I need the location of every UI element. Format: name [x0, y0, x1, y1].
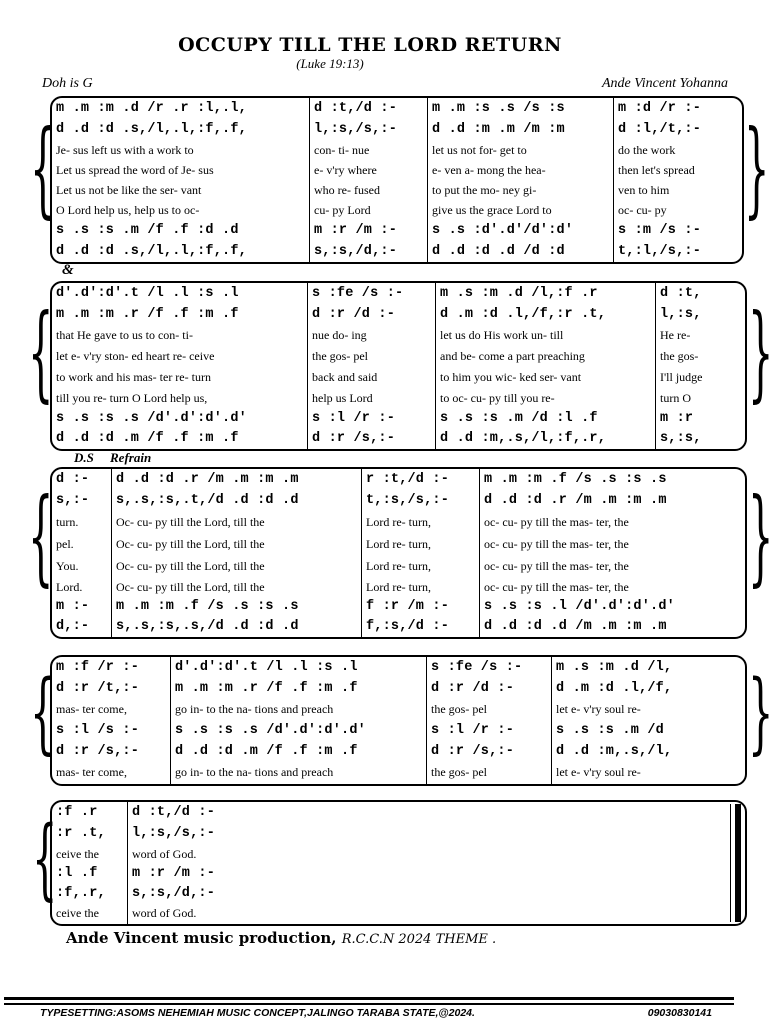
left-brace: { — [32, 809, 58, 911]
score-system-5 — [50, 800, 747, 926]
tenor-line: s :l /r :- — [431, 723, 515, 738]
lyric-verse-4: till you re- turn O Lord help us, — [56, 391, 208, 405]
measure — [171, 657, 427, 784]
alto-line: l,:s, — [660, 307, 702, 322]
segno-sign: & — [62, 262, 74, 278]
bass-line: f,:s,/d :- — [366, 619, 450, 634]
lyric-verse-1: Lord re- turn, — [366, 515, 431, 529]
score-system-2 — [50, 281, 747, 451]
footer-rule-thin — [4, 1003, 734, 1005]
composer-name: Ande Vincent Yohanna — [602, 76, 728, 91]
soprano-line: m .s :m .d /l,:f .r — [440, 286, 598, 301]
soprano-line: d'.d':d'.t /l .l :s .l — [175, 660, 358, 675]
tenor-line: m :r /m :- — [314, 223, 398, 238]
tenor-line: s .s :s .s /d'.d':d'.d' — [175, 723, 366, 738]
theme-label: R.C.C.N 2024 THEME . — [341, 932, 497, 947]
measure — [308, 283, 436, 449]
tenor-line: m :r /m :- — [132, 866, 216, 881]
lyric-line: ceive the — [56, 847, 99, 861]
lyric-verse-3: ven to him — [618, 183, 670, 197]
final-barline-thin — [730, 804, 732, 922]
lyric-verse-4: Lord re- turn, — [366, 580, 431, 594]
alto-line: d :r /t,:- — [56, 681, 140, 696]
lyric-verse-1: that He gave to us to con- ti- — [56, 328, 193, 342]
tenor-line: s .s :s .l /d'.d':d'.d' — [484, 599, 675, 614]
soprano-line: s :fe /s :- — [312, 286, 404, 301]
tenor-line: s :l /s :- — [56, 723, 140, 738]
lyric-verse-2: e- v'ry where — [314, 163, 377, 177]
bass-line: d .d :m,.s,/l, — [556, 744, 673, 759]
typesetting-credit: TYPESETTING:ASOMS NEHEMIAH MUSIC CONCEPT,JALINGO TARABA STATE,@2024. — [40, 1007, 475, 1019]
measure — [128, 802, 248, 924]
bass-line: s,:s,/d,:- — [314, 244, 398, 259]
lyric-verse-4: O Lord help us, help us to oc- — [56, 203, 200, 217]
right-brace: } — [744, 110, 770, 230]
tenor-line: s .s :s .m /d :l .f — [440, 411, 598, 426]
lyric-verse-2: and be- come a part preaching — [440, 349, 585, 363]
measure — [112, 469, 362, 637]
lyric-verse-3: I'll judge — [660, 370, 703, 384]
soprano-line: d :t,/d :- — [132, 805, 216, 820]
measure — [52, 802, 128, 924]
lyric-verse-1: He re- — [660, 328, 691, 342]
lyric-verse-3: back and said — [312, 370, 378, 384]
tenor-line: :l .f — [56, 866, 98, 881]
left-brace: { — [28, 294, 54, 414]
tenor-line: s .s :d'.d'/d':d' — [432, 223, 574, 238]
alto-line: m .m :m .r /f .f :m .f — [56, 307, 239, 322]
lyric-line: mas- ter come, — [56, 765, 127, 779]
alto-line: t,:s,/s,:- — [366, 493, 450, 508]
lyric-verse-3: oc- cu- py till the mas- ter, the — [484, 559, 629, 573]
alto-line: d :r /d :- — [312, 307, 396, 322]
lyric-verse-3: who re- fused — [314, 183, 380, 197]
lyric-line: let e- v'ry soul re- — [556, 702, 641, 716]
bass-line: d :r /s,:- — [431, 744, 515, 759]
bass-line: d .d :d .m /f .f :m .f — [175, 744, 358, 759]
soprano-line: m .m :m .d /r .r :l,.l, — [56, 101, 247, 116]
refrain-label: Refrain — [110, 450, 152, 465]
soprano-line: d .d :d .r /m .m :m .m — [116, 472, 299, 487]
lyric-verse-3: You. — [56, 559, 79, 573]
lyric-verse-2: Let us spread the word of Je- sus — [56, 163, 214, 177]
lyric-verse-2: oc- cu- py till the mas- ter, the — [484, 537, 629, 551]
lyric-verse-1: nue do- ing — [312, 328, 367, 342]
dal-segno-label: D.S — [74, 450, 94, 465]
tenor-line: m .m :m .f /s .s :s .s — [116, 599, 299, 614]
measure — [552, 657, 741, 784]
soprano-line: m :f /r :- — [56, 660, 140, 675]
tenor-line: s .s :s .m /f .f :d .d — [56, 223, 239, 238]
left-brace: { — [28, 478, 54, 598]
bass-line: d .d :m,.s,/l,:f,.r, — [440, 431, 607, 446]
measure — [436, 283, 656, 449]
measure — [428, 98, 614, 262]
lyric-verse-1: let us do His work un- till — [440, 328, 564, 342]
alto-line: s,.s,:s,.t,/d .d :d .d — [116, 493, 299, 508]
alto-line: d .m :d .l,/f, — [556, 681, 673, 696]
lyric-verse-1: oc- cu- py till the mas- ter, the — [484, 515, 629, 529]
lyric-verse-3: to him you wic- ked ser- vant — [440, 370, 582, 384]
right-brace: } — [748, 478, 773, 598]
measure — [656, 283, 741, 449]
lyric-line: the gos- pel — [431, 702, 487, 716]
lyric-verse-4: cu- py Lord — [314, 203, 371, 217]
alto-line: :r .t, — [56, 826, 106, 841]
lyric-verse-2: the gos- pel — [312, 349, 368, 363]
footer-rule — [4, 997, 734, 1000]
lyric-verse-1: con- ti- nue — [314, 143, 370, 157]
soprano-line: d'.d':d'.t /l .l :s .l — [56, 286, 239, 301]
bass-line: s,:s,/d,:- — [132, 886, 216, 901]
alto-line: l,:s,/s,:- — [132, 826, 216, 841]
bass-line: :f,.r, — [56, 886, 106, 901]
soprano-line: m .s :m .d /l, — [556, 660, 673, 675]
bass-line: d .d :d .s,/l,.l,:f,.f, — [56, 244, 247, 259]
lyric-verse-4: Lord. — [56, 580, 83, 594]
soprano-line: s :fe /s :- — [431, 660, 523, 675]
soprano-line: m .m :s .s /s :s — [432, 101, 565, 116]
key-signature: Doh is G — [42, 76, 93, 91]
lyric-verse-3: to work and his mas- ter re- turn — [56, 370, 211, 384]
soprano-line: :f .r — [56, 805, 98, 820]
lyric-line: the gos- pel — [431, 765, 487, 779]
lyric-verse-3: Lord re- turn, — [366, 559, 431, 573]
phone-number: 09030830141 — [647, 1007, 712, 1019]
lyric-verse-3: Let us not be like the ser- vant — [56, 183, 202, 197]
bass-line: d .d :d .d /d :d — [432, 244, 565, 259]
left-brace: { — [30, 110, 56, 230]
alto-line: d .m :d .l,/f,:r .t, — [440, 307, 607, 322]
lyric-verse-1: Je- sus left us with a work to — [56, 143, 194, 157]
soprano-line: m :d /r :- — [618, 101, 702, 116]
lyric-verse-3: Oc- cu- py till the Lord, till the — [116, 559, 265, 573]
measure — [310, 98, 428, 262]
soprano-line: d :- — [56, 472, 90, 487]
bass-line: s,.s,:s,.s,/d .d :d .d — [116, 619, 299, 634]
tenor-line: s :l /r :- — [312, 411, 396, 426]
right-brace: } — [748, 294, 773, 414]
lyric-line: go in- to the na- tions and preach — [175, 765, 334, 779]
lyric-verse-4: oc- cu- py till the mas- ter, the — [484, 580, 629, 594]
lyric-verse-2: e- ven a- mong the hea- — [432, 163, 546, 177]
bass-line: d :r /s,:- — [56, 744, 140, 759]
bass-line: d .d :d .m /f .f :m .f — [56, 431, 239, 446]
lyric-line: go in- to the na- tions and preach — [175, 702, 334, 716]
lyric-verse-2: Oc- cu- py till the Lord, till the — [116, 537, 265, 551]
lyric-verse-4: to oc- cu- py till you re- — [440, 391, 555, 405]
alto-line: m .m :m .r /f .f :m .f — [175, 681, 358, 696]
alto-line: s,:- — [56, 493, 90, 508]
lyric-verse-1: Oc- cu- py till the Lord, till the — [116, 515, 265, 529]
bass-line: d,:- — [56, 619, 90, 634]
measure — [362, 469, 480, 637]
soprano-line: m .m :m .f /s .s :s .s — [484, 472, 667, 487]
lyric-line: word of God. — [132, 847, 197, 861]
alto-line: d :l,/t,:- — [618, 122, 702, 137]
measure — [52, 283, 308, 449]
lyric-line: word of God. — [132, 906, 197, 920]
bass-line: d .d :d .d /m .m :m .m — [484, 619, 667, 634]
lyric-verse-4: oc- cu- py — [618, 203, 667, 217]
lyric-verse-2: the gos- — [660, 349, 699, 363]
soprano-line: r :t,/d :- — [366, 472, 450, 487]
tenor-line: s :m /s :- — [618, 223, 702, 238]
lyric-verse-3: to put the mo- ney gi- — [432, 183, 537, 197]
production-name: Ande Vincent music production, — [66, 929, 337, 947]
bass-line: d :r /s,:- — [312, 431, 396, 446]
lyric-verse-4: help us Lord — [312, 391, 373, 405]
tenor-line: s .s :s .m /d — [556, 723, 664, 738]
bass-line: s,:s, — [660, 431, 702, 446]
alto-line: l,:s,/s,:- — [314, 122, 398, 137]
bass-line: t,:l,/s,:- — [618, 244, 702, 259]
score-system-3 — [50, 467, 747, 639]
score-system-4 — [50, 655, 747, 786]
right-brace: } — [748, 663, 773, 765]
lyric-verse-2: let e- v'ry ston- ed heart re- ceive — [56, 349, 215, 363]
final-barline-thick — [735, 804, 741, 922]
lyric-verse-4: give us the grace Lord to — [432, 203, 552, 217]
soprano-line: d :t,/d :- — [314, 101, 398, 116]
tenor-line: m :r — [660, 411, 694, 426]
scripture-reference: (Luke 19:13) — [296, 56, 364, 71]
measure — [480, 469, 741, 637]
measure — [52, 98, 310, 262]
lyric-line: ceive the — [56, 906, 99, 920]
alto-line: d :r /d :- — [431, 681, 515, 696]
song-title: OCCUPY TILL THE LORD RETURN — [178, 34, 562, 56]
tenor-line: f :r /m :- — [366, 599, 450, 614]
left-brace: { — [30, 663, 56, 765]
lyric-verse-2: then let's spread — [618, 163, 695, 177]
alto-line: d .d :d .s,/l,.l,:f,.f, — [56, 122, 247, 137]
lyric-verse-1: let us not for- get to — [432, 143, 527, 157]
tenor-line: s .s :s .s /d'.d':d'.d' — [56, 411, 247, 426]
lyric-verse-1: turn. — [56, 515, 79, 529]
measure — [427, 657, 552, 784]
production-credit — [66, 929, 496, 947]
lyric-verse-2: Lord re- turn, — [366, 537, 431, 551]
measure — [52, 469, 112, 637]
measure — [614, 98, 738, 262]
tenor-line: m :- — [56, 599, 90, 614]
alto-line: d .d :d .r /m .m :m .m — [484, 493, 667, 508]
soprano-line: d :t, — [660, 286, 702, 301]
alto-line: d .d :m .m /m :m — [432, 122, 565, 137]
lyric-line: let e- v'ry soul re- — [556, 765, 641, 779]
measure — [52, 657, 171, 784]
lyric-line: mas- ter come, — [56, 702, 127, 716]
lyric-verse-4: turn O — [660, 391, 691, 405]
lyric-verse-1: do the work — [618, 143, 676, 157]
lyric-verse-4: Oc- cu- py till the Lord, till the — [116, 580, 265, 594]
score-system-1 — [50, 96, 744, 264]
lyric-verse-2: pel. — [56, 537, 74, 551]
